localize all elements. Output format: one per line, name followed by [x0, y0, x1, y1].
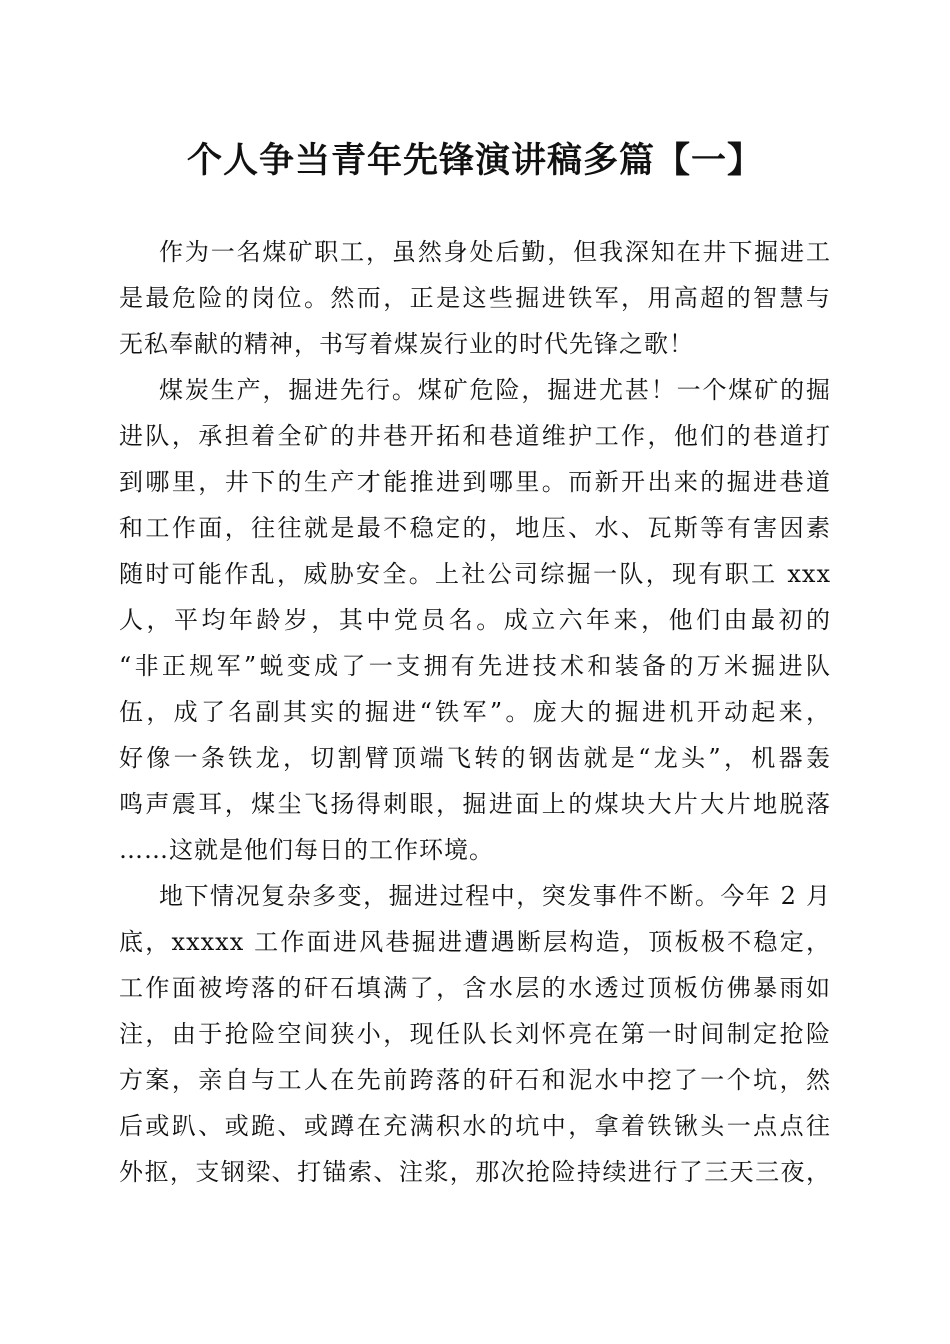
text-line: 工作面被垮落的矸石填满了，含水层的水透过顶板仿佛暴雨如 — [119, 974, 831, 1002]
text-line: 注，由于抢险空间狭小，现任队长刘怀亮在第一时间制定抢险 — [119, 1020, 831, 1048]
paragraph-1 — [119, 229, 831, 367]
text-line: 外抠，支钢梁、打锚索、注浆，那次抢险持续进行了三天三夜， — [119, 1158, 831, 1186]
paragraph-2 — [119, 367, 831, 873]
text-line: “非正规军”蜕变成了一支拥有先进技术和装备的万米掘进队 — [119, 652, 831, 680]
text-line: 方案，亲自与工人在先前跨落的矸石和泥水中挖了一个坑，然 — [119, 1066, 831, 1094]
text-line: 地下情况复杂多变，掘进过程中，突发事件不断。今年 2 月 — [159, 882, 831, 910]
text-line: 底，xxxxx 工作面进风巷掘进遭遇断层构造，顶板极不稳定， — [119, 928, 831, 956]
text-line: 是最危险的岗位。然而，正是这些掘进铁军，用高超的智慧与 — [119, 284, 831, 312]
document-title: 个人争当青年先锋演讲稿多篇【一】 — [186, 140, 763, 181]
text-line: 好像一条铁龙，切割臂顶端飞转的钢齿就是“龙头”，机器轰 — [119, 744, 831, 772]
text-line: 到哪里，井下的生产才能推进到哪里。而新开出来的掘进巷道 — [119, 468, 831, 496]
text-line: 鸣声震耳，煤尘飞扬得刺眼，掘进面上的煤块大片大片地脱落 — [119, 790, 831, 818]
text-line: 随时可能作乱，威胁安全。上社公司综掘一队，现有职工 xxx — [119, 560, 831, 588]
text-line: 无私奉献的精神，书写着煤炭行业的时代先锋之歌！ — [119, 330, 694, 358]
text-line: 人，平均年龄岁，其中党员名。成立六年来，他们由最初的 — [119, 606, 831, 634]
paragraph-3 — [119, 873, 831, 1195]
text-line: 作为一名煤矿职工，虽然身处后勤，但我深知在井下掘进工 — [159, 238, 831, 266]
text-line: 和工作面，往往就是最不稳定的，地压、水、瓦斯等有害因素 — [119, 514, 831, 542]
text-line: 后或趴、或跪、或蹲在充满积水的坑中，拿着铁锹头一点点往 — [119, 1112, 831, 1140]
text-line: 煤炭生产，掘进先行。煤矿危险，掘进尤甚！一个煤矿的掘 — [159, 376, 831, 404]
text-line: ……这就是他们每日的工作环境。 — [119, 836, 494, 864]
document-body — [119, 229, 831, 1195]
text-line: 进队，承担着全矿的井巷开拓和巷道维护工作，他们的巷道打 — [119, 422, 831, 450]
text-line: 伍，成了名副其实的掘进“铁军”。庞大的掘进机开动起来， — [119, 698, 831, 726]
